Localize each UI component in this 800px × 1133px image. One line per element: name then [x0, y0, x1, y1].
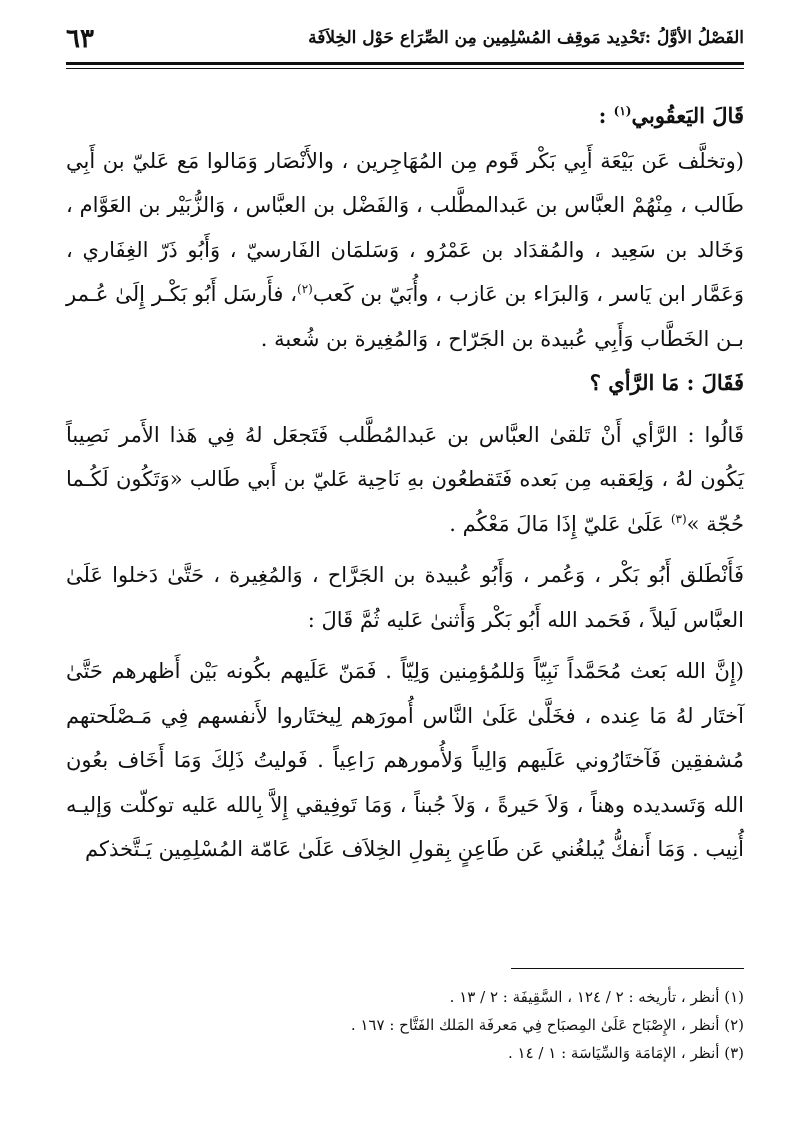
- page-header: [66, 24, 744, 58]
- page-number: ٦٣: [66, 24, 94, 54]
- footnote-ref-1: (١): [613, 104, 632, 118]
- paragraph-5: فَأَنْطَلق أَبُو بَكْر ، وَعُمر ، وَأَبُو عُبيدة بن الجَرَّاح ، وَالمُغِيرة ، حَتَّىٰ دَخلوا عَلَىٰ العبَّاس لَيلاً ، فَحَمد الله أَبُو بَكْر وَأَثنىٰ عَليه ثُمَّ قَالَ :: [66, 563, 744, 632]
- paragraph-4-b: عَلَىٰ عَليّ إِذَا مَالَ مَعْكُم .: [449, 511, 671, 536]
- intro-tail: :: [598, 103, 614, 128]
- paragraph-4: [66, 413, 744, 547]
- footnote-ref-3: (٣): [670, 511, 687, 526]
- main-text: [66, 94, 744, 872]
- paragraph-4-a: قَالُوا : الرَّأي أَنْ تَلقىٰ العبَّاس بن عَبدالمُطَّلب فَتَجعَل لهُ فِي هَذا الأَمر نَصِيباً يَكُون لهُ ، وَلِعَقبه مِن بَعده فَتَقطعُون بهِ نَاحِية عَليّ بن أَبي طَالب «وَتَكُون لَكُـما حُجّة »: [66, 422, 744, 536]
- header-rule-thin: [66, 68, 744, 69]
- intro-text: قَالَ اليَعقُوبي: [631, 103, 744, 128]
- footnote-1: (١) أنظر ، تأريخه : ٢ / ١٢٤ ، السَّقِيفَة : ٢ / ١٣ .: [449, 988, 744, 1006]
- running-title: الفَصْلُ الأوَّلُ :تَحْدِيد مَوقِف المُسْلِمِين مِن الصِّرَاع حَوْل الخِلاَفَة: [308, 28, 744, 48]
- footnotes: [104, 983, 744, 1067]
- footnote-ref-2: (٢): [297, 282, 313, 296]
- paragraph-quote-intro: [66, 94, 744, 139]
- paragraph-2-b: ، فأَرسَل أَبُو بَكْـر إِلَىٰ عُـمر بـن الخَطَّاب وَأَبِي عُبيدة بن الجَرّاح ، وَالمُغِيرة بن شُعبة .: [66, 282, 744, 351]
- header-rule-thick: [66, 62, 744, 65]
- paragraph-6: (إِنَّ الله بَعث مُحَمَّداً نَبِيّاً وَللمُؤمِنين وَلِيّاً . فَمَنّ عَلَيهم بكُونه بَيْن أَظهرهم حَتَّىٰ آختَار لهُ مَا عِنده ، فخَلَّىٰ عَلَىٰ النَّاس أُمورَهم لِيختَاروا لأَنفسهم فِي مَـصْلَحتهم مُشفقِين فَآختَارُوني عَلَيهم وَالِياً وَلأُمورهم رَاعِياً . فَوليتُ ذَلِكَ وَمَا أَخَاف بعُون الله وَتَسديده وهناً ، وَلاَ حَيرةً ، وَلاَ جُبناً ، وَمَا تَوفِيقي إِلاَّ بِالله عَليه توكلّت وَإليـه أُنِيب . وَمَا أَنفكُّ يُبلغُني عَن طَاعِنٍ بِقولِ الخِلاَف عَلَىٰ عَامّة المُسْلِمِين يَـتَّخذكم: [66, 659, 744, 861]
- footnote-2: (٢) أنظر ، الإِصْبَاح عَلَىٰ المِصبَاح فِي مَعرفَة المَلك الفَتَّاح : ١٦٧ .: [350, 1016, 744, 1034]
- footnote-3: (٣) أنظر ، الإمَامَة وَالسِّيَاسَة : ١ / ١٤ .: [507, 1044, 744, 1062]
- paragraph-2: [66, 139, 744, 362]
- paragraph-3: فَقَالَ : مَا الرَّأي ؟: [589, 370, 744, 395]
- paragraph-2-a: (وتخلَّف عَن بَيْعَة أَبِي بَكْر قَوم مِن المُهَاجِرين ، والأَنْصَار وَمَالوا مَع عَليّ بن أَبِي طَالب ، مِنْهُمْ العبَّاس بن عَبدالمطَّلب ، وَالفَضْل بن العبَّاس ، وَالزُّبَيْر بن العَوَّام ، وَخَالد بن سَعِيد ، والمُقدَاد بن عَمْرُو ، وَسَلمَان الفَارسيّ ، وَأَبُو ذَرّ الغِفَاري ، وَعَمَّار ابن يَاسر ، وَالبرَاء بن عَازب ، وأُبَيّ بن كَعب: [66, 148, 744, 306]
- footnote-separator: [511, 968, 744, 969]
